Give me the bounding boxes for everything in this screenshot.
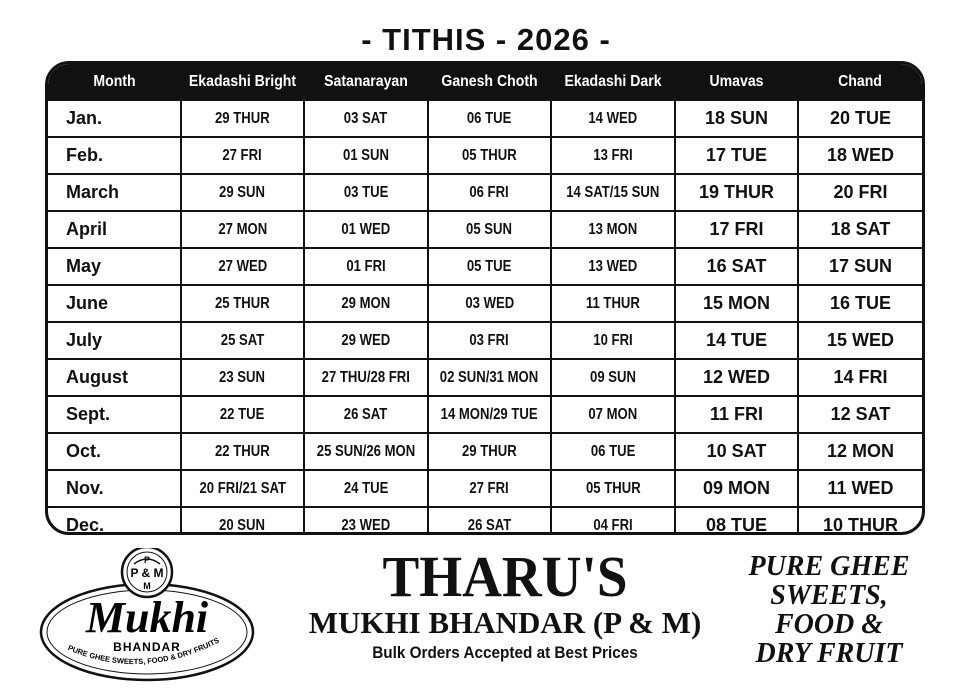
- cell-month: May: [48, 248, 181, 285]
- cell-chand: 20 TUE: [798, 100, 922, 137]
- cell-month: August: [48, 359, 181, 396]
- cell-text: 05 THUR: [585, 479, 641, 497]
- tagline-line-2: SWEETS,: [770, 580, 888, 611]
- cell-ganesh-choth: [428, 322, 551, 359]
- cell-satanarayan: [304, 248, 428, 285]
- table-body: [48, 100, 922, 535]
- cell-text: 03 SAT: [344, 109, 388, 127]
- cell-umavas: 09 MON: [675, 470, 798, 507]
- cell-chand: 12 SAT: [798, 396, 922, 433]
- logo-badge-top: P: [143, 555, 151, 565]
- cell-chand: 16 TUE: [798, 285, 922, 322]
- cell-text: 01 SUN: [343, 146, 389, 164]
- tagline-line-1: PURE GHEE: [748, 551, 910, 582]
- brand-note: Bulk Orders Accepted at Best Prices: [372, 643, 638, 662]
- logo-subtitle: BHANDAR: [113, 640, 181, 654]
- cell-umavas: 19 THUR: [675, 174, 798, 211]
- cell-ekadashi-dark: [551, 470, 675, 507]
- brand-block: [285, 546, 725, 664]
- cell-chand: 17 SUN: [798, 248, 922, 285]
- cell-text: 29 THUR: [462, 442, 517, 460]
- cell-text: 13 WED: [588, 257, 638, 275]
- cell-satanarayan: [304, 359, 428, 396]
- cell-ekadashi-dark: [551, 433, 675, 470]
- cell-text: 03 WED: [465, 294, 514, 312]
- cell-month: Sept.: [48, 396, 181, 433]
- mukhi-logo: [36, 548, 258, 688]
- cell-chand: 10 THUR: [798, 507, 922, 535]
- cell-umavas: 15 MON: [675, 285, 798, 322]
- cell-chand: 11 WED: [798, 470, 922, 507]
- cell-satanarayan: [304, 322, 428, 359]
- tagline-line-4: DRY FRUIT: [755, 638, 903, 669]
- cell-text: 01 WED: [341, 220, 391, 238]
- cell-ekadashi-bright: [181, 285, 304, 322]
- cell-chand: 14 FRI: [798, 359, 922, 396]
- cell-ekadashi-dark: [551, 507, 675, 535]
- cell-month: Jan.: [48, 100, 181, 137]
- header-ekadashi-bright: Ekadashi Bright: [188, 72, 297, 90]
- cell-umavas: 16 SAT: [675, 248, 798, 285]
- cell-text: 23 SUN: [219, 368, 266, 386]
- cell-text: 26 SAT: [344, 405, 388, 423]
- cell-text: 03 TUE: [343, 183, 389, 201]
- cell-ekadashi-bright: [181, 137, 304, 174]
- cell-ganesh-choth: [428, 248, 551, 285]
- cell-month: Nov.: [48, 470, 181, 507]
- brand-subtitle: MUKHI BHANDAR (P & M): [308, 605, 702, 640]
- cell-ganesh-choth: [428, 137, 551, 174]
- cell-satanarayan: [304, 100, 428, 137]
- cell-ekadashi-dark: [551, 174, 675, 211]
- cell-text: 01 FRI: [346, 257, 386, 275]
- cell-text: 29 THUR: [215, 109, 270, 127]
- cell-text: 25 SAT: [220, 331, 265, 349]
- cell-ganesh-choth: [428, 211, 551, 248]
- cell-text: 22 TUE: [220, 405, 265, 423]
- table-row: [48, 396, 922, 433]
- cell-text: 29 MON: [341, 294, 391, 312]
- cell-ekadashi-dark: [551, 248, 675, 285]
- cell-text: 25 SUN/26 MON: [316, 442, 416, 460]
- cell-text: 07 MON: [588, 405, 638, 423]
- cell-ganesh-choth: [428, 507, 551, 535]
- cell-text: 03 FRI: [469, 331, 510, 349]
- table-row: [48, 137, 922, 174]
- cell-satanarayan: [304, 174, 428, 211]
- cell-umavas: 11 FRI: [675, 396, 798, 433]
- cell-ganesh-choth: [428, 396, 551, 433]
- cell-text: 29 WED: [341, 331, 391, 349]
- cell-text: 23 WED: [341, 516, 391, 534]
- table-row: [48, 470, 922, 507]
- table-row: [48, 359, 922, 396]
- cell-ekadashi-bright: [181, 396, 304, 433]
- cell-text: 06 TUE: [467, 109, 512, 127]
- cell-umavas: 18 SUN: [675, 100, 798, 137]
- cell-umavas: 17 TUE: [675, 137, 798, 174]
- tithis-table: [45, 61, 925, 535]
- logo-badge-mid: P & M: [130, 566, 164, 580]
- cell-month: July: [48, 322, 181, 359]
- cell-ganesh-choth: [428, 285, 551, 322]
- cell-chand: 18 WED: [798, 137, 922, 174]
- cell-ekadashi-dark: [551, 396, 675, 433]
- cell-text: 14 SAT/15 SUN: [566, 183, 660, 201]
- cell-ekadashi-bright: [181, 211, 304, 248]
- cell-month: Oct.: [48, 433, 181, 470]
- cell-text: 27 MON: [218, 220, 267, 238]
- table-header-row: [48, 64, 922, 100]
- cell-text: 05 SUN: [466, 220, 513, 238]
- cell-ekadashi-bright: [181, 248, 304, 285]
- cell-satanarayan: [304, 433, 428, 470]
- cell-text: 24 TUE: [343, 479, 389, 497]
- cell-text: 06 FRI: [469, 183, 510, 201]
- cell-ganesh-choth: [428, 359, 551, 396]
- cell-text: 10 FRI: [593, 331, 633, 349]
- logo-arc-textpath: PURE GHEE SWEETS, FOOD & DRY FRUITS: [66, 635, 221, 667]
- header-umavas: Umavas: [709, 72, 764, 90]
- cell-ekadashi-bright: [181, 174, 304, 211]
- cell-satanarayan: [304, 211, 428, 248]
- cell-text: 05 TUE: [467, 257, 512, 275]
- table-row: [48, 433, 922, 470]
- cell-satanarayan: [304, 285, 428, 322]
- table-row: [48, 285, 922, 322]
- cell-umavas: 12 WED: [675, 359, 798, 396]
- cell-text: 22 THUR: [215, 442, 270, 460]
- cell-ganesh-choth: [428, 174, 551, 211]
- cell-ekadashi-bright: [181, 470, 304, 507]
- brand-name: THARU'S: [382, 544, 628, 609]
- cell-umavas: 17 FRI: [675, 211, 798, 248]
- cell-satanarayan: [304, 396, 428, 433]
- cell-satanarayan: [304, 137, 428, 174]
- cell-month: March: [48, 174, 181, 211]
- table-row: [48, 507, 922, 535]
- cell-text: 27 FRI: [222, 146, 263, 164]
- table-row: [48, 248, 922, 285]
- cell-ekadashi-bright: [181, 507, 304, 535]
- cell-text: 27 WED: [218, 257, 267, 275]
- cell-ganesh-choth: [428, 433, 551, 470]
- header-ganesh-choth: Ganesh Choth: [441, 72, 538, 90]
- cell-text: 13 FRI: [593, 146, 633, 164]
- cell-text: 27 THU/28 FRI: [321, 368, 411, 386]
- cell-month: April: [48, 211, 181, 248]
- cell-text: 02 SUN/31 MON: [440, 368, 539, 386]
- cell-ekadashi-dark: [551, 285, 675, 322]
- cell-umavas: 08 TUE: [675, 507, 798, 535]
- cell-month: Feb.: [48, 137, 181, 174]
- cell-text: 26 SAT: [467, 516, 512, 534]
- cell-text: 05 THUR: [462, 146, 517, 164]
- cell-text: 25 THUR: [215, 294, 270, 312]
- table-row: [48, 100, 922, 137]
- cell-chand: 20 FRI: [798, 174, 922, 211]
- table-row: [48, 174, 922, 211]
- table-row: [48, 211, 922, 248]
- cell-text: 11 THUR: [586, 294, 640, 312]
- cell-text: 20 SUN: [219, 516, 266, 534]
- header-ekadashi-dark: Ekadashi Dark: [564, 72, 662, 90]
- cell-chand: 12 MON: [798, 433, 922, 470]
- cell-chand: 18 SAT: [798, 211, 922, 248]
- cell-ekadashi-bright: [181, 100, 304, 137]
- cell-text: 06 TUE: [590, 442, 636, 460]
- cell-ekadashi-dark: [551, 359, 675, 396]
- cell-ekadashi-bright: [181, 359, 304, 396]
- cell-ekadashi-dark: [551, 137, 675, 174]
- cell-ekadashi-dark: [551, 322, 675, 359]
- cell-text: 04 FRI: [593, 516, 633, 534]
- cell-umavas: 14 TUE: [675, 322, 798, 359]
- table-row: [48, 322, 922, 359]
- cell-ekadashi-dark: [551, 211, 675, 248]
- cell-satanarayan: [304, 507, 428, 535]
- logo-script-name: Mukhi: [85, 593, 209, 642]
- cell-satanarayan: [304, 470, 428, 507]
- cell-month: Dec.: [48, 507, 181, 535]
- header-month: Month: [93, 72, 136, 90]
- cell-text: 14 WED: [588, 109, 638, 127]
- cell-text: 14 MON/29 TUE: [441, 405, 538, 423]
- cell-text: 13 MON: [588, 220, 638, 238]
- cell-ekadashi-bright: [181, 322, 304, 359]
- cell-ganesh-choth: [428, 100, 551, 137]
- tagline-line-3: FOOD &: [774, 609, 884, 640]
- cell-umavas: 10 SAT: [675, 433, 798, 470]
- cell-text: 29 SUN: [219, 183, 266, 201]
- cell-ekadashi-bright: [181, 433, 304, 470]
- cell-ganesh-choth: [428, 470, 551, 507]
- tagline: [724, 552, 934, 668]
- cell-ekadashi-dark: [551, 100, 675, 137]
- cell-chand: 15 WED: [798, 322, 922, 359]
- cell-text: 20 FRI/21 SAT: [199, 479, 286, 497]
- page-title: - TITHIS - 2026 -: [361, 22, 611, 57]
- logo-badge-bottom: M: [143, 581, 151, 591]
- cell-month: June: [48, 285, 181, 322]
- cell-text: 09 SUN: [590, 368, 636, 386]
- header-satanarayan: Satanarayan: [324, 72, 408, 90]
- header-chand: Chand: [838, 72, 882, 90]
- cell-text: 27 FRI: [469, 479, 510, 497]
